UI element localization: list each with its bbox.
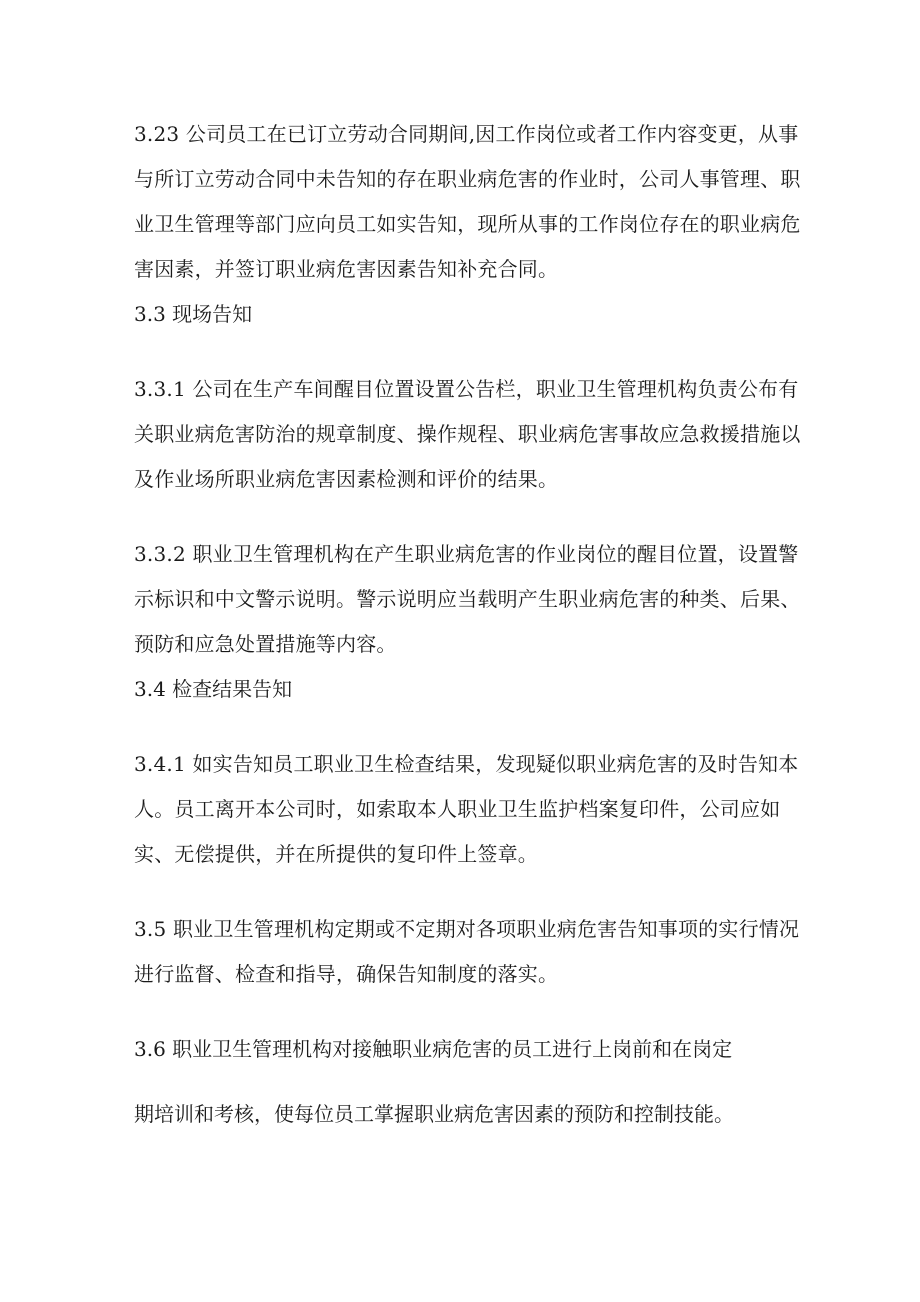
paragraph-3-3-2: 3.3.2 职业卫生管理机构在产生职业病危害的作业岗位的醒目位置，设置警示标识和中文警示说明。警示说明应当载明产生职业病危害的种类、后果、预防和应急处置措施等内容。 — [134, 542, 801, 656]
paragraph-3-3-1: 3.3.1 公司在生产车间醒目位置设置公告栏，职业卫生管理机构负责公布有关职业病危害防治的规章制度、操作规程、职业病危害事故应急救援措施以及作业场所职业病危害因素检测和评价的结果。 — [134, 377, 801, 491]
paragraph-3-23: 3.23 公司员工在已订立劳动合同期间,因工作岗位或者工作内容变更，从事与所订立劳动合同中未告知的存在职业病危害的作业时，公司人事管理、职业卫生管理等部门应向员工如实告知，现所从事的工作岗位存在的职业病危害因素，并签订职业病危害因素告知补充合同。 — [134, 122, 801, 281]
paragraph-3-5: 3.5 职业卫生管理机构定期或不定期对各项职业病危害告知事项的实行情况进行监督、检查和指导，确保告知制度的落实。 — [134, 917, 800, 986]
paragraph-3-6-line-1: 3.6 职业卫生管理机构对接触职业病危害的员工进行上岗前和在岗定 — [134, 1037, 733, 1061]
section-heading-3-4: 3.4 检查结果告知 — [134, 677, 293, 701]
paragraph-3-4-1: 3.4.1 如实告知员工职业卫生检查结果，发现疑似职业病危害的及时告知本人。员工离开本公司时，如索取本人职业卫生监护档案复印件，公司应如实、无偿提供，并在所提供的复印件上签章。 — [134, 752, 799, 866]
section-heading-3-3: 3.3 现场告知 — [134, 302, 253, 326]
paragraph-3-6-line-2: 期培训和考核，使每位员工掌握职业病危害因素的预防和控制技能。 — [134, 1102, 734, 1126]
